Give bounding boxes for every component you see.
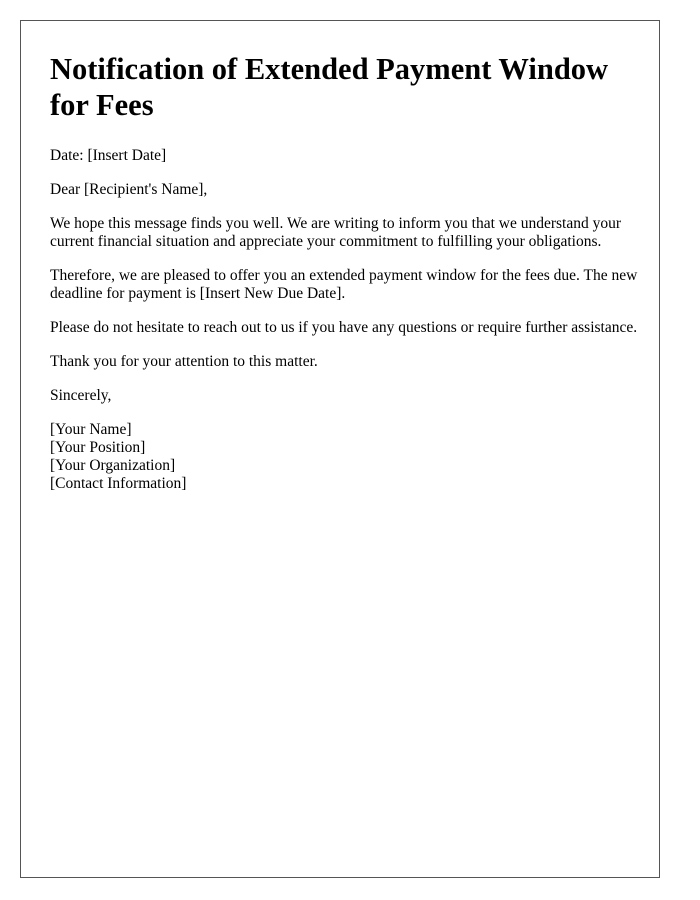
body-paragraph-thanks: Thank you for your attention to this matter. <box>50 353 318 370</box>
signature-block <box>50 421 640 493</box>
date-line: Date: [Insert Date] <box>50 147 167 164</box>
letter-page <box>20 20 660 878</box>
letter-title: Notification of Extended Payment Window for Fees <box>50 52 609 122</box>
body-paragraph-intro: We hope this message finds you well. We are writing to inform you that we understand your current financial situation and appreciate your commitment to fulfilling your obligations. <box>50 215 622 250</box>
signature-name: [Your Name] <box>50 421 132 438</box>
signature-contact: [Contact Information] <box>50 475 187 492</box>
salutation: Dear [Recipient's Name], <box>50 181 208 198</box>
letter-content <box>50 51 640 493</box>
body-paragraph-extension: Therefore, we are pleased to offer you an extended payment window for the fees due. The new deadline for payment is [Insert New Due Date]. <box>50 267 638 302</box>
signature-organization: [Your Organization] <box>50 457 176 474</box>
body-paragraph-contact: Please do not hesitate to reach out to us if you have any questions or require further assistance. <box>50 319 638 336</box>
closing: Sincerely, <box>50 387 112 404</box>
signature-position: [Your Position] <box>50 439 146 456</box>
